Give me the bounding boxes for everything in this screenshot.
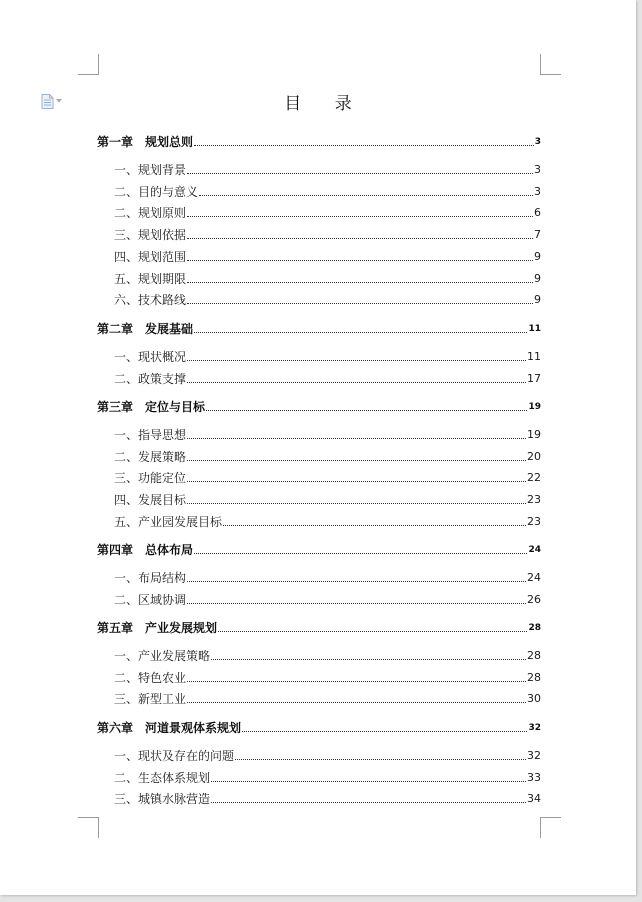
dot-leader — [211, 659, 526, 660]
dot-leader — [187, 260, 533, 261]
toc-section-entry[interactable] — [114, 649, 541, 663]
section-title: 二、生态体系规划 — [114, 771, 211, 785]
toc-section-entry[interactable] — [114, 671, 541, 685]
toc-section-entry[interactable] — [114, 272, 541, 286]
page-number: 24 — [527, 571, 541, 584]
page-number: 11 — [527, 350, 541, 363]
toc-section-entry[interactable] — [114, 250, 541, 264]
dot-leader — [187, 238, 533, 239]
chapter-title: 第一章 规划总则 — [97, 135, 194, 149]
chapter-title: 第四章 总体布局 — [97, 543, 194, 557]
dot-leader — [242, 731, 527, 732]
page-number: 26 — [527, 593, 541, 606]
page-number: 9 — [534, 272, 541, 285]
dot-leader — [187, 702, 526, 703]
toc-section-entry[interactable] — [114, 493, 541, 507]
toc-section-entry[interactable] — [114, 206, 541, 220]
section-title: 一、现状及存在的问题 — [114, 749, 235, 763]
page-number: 23 — [527, 493, 541, 506]
toc-section-entry[interactable] — [114, 372, 541, 386]
dot-leader — [218, 631, 527, 632]
page-number: 28 — [527, 649, 541, 662]
toc-section-entry[interactable] — [114, 593, 541, 607]
section-title: 五、产业园发展目标 — [114, 515, 223, 529]
page-number: 22 — [527, 471, 541, 484]
section-title: 一、规划背景 — [114, 163, 187, 177]
dot-leader — [187, 360, 526, 361]
dot-leader — [187, 603, 526, 604]
section-title: 三、新型工业 — [114, 692, 187, 706]
dot-leader — [187, 503, 526, 504]
page-number: 30 — [527, 692, 541, 705]
dot-leader — [194, 553, 527, 554]
page-number: 23 — [527, 515, 541, 528]
toc-section-entry[interactable] — [114, 350, 541, 364]
dot-leader — [206, 410, 527, 411]
crop-mark-bottom-right — [540, 817, 561, 838]
dot-leader — [194, 145, 534, 146]
toc-chapter-entry[interactable] — [97, 322, 541, 336]
page-number: 9 — [534, 250, 541, 263]
dot-leader — [187, 438, 526, 439]
section-title: 三、功能定位 — [114, 471, 187, 485]
section-title: 二、政策支撑 — [114, 372, 187, 386]
section-title: 二、规划原则 — [114, 206, 187, 220]
toc-chapter-entry[interactable] — [97, 135, 541, 149]
page-number: 7 — [534, 228, 541, 241]
section-title: 一、布局结构 — [114, 571, 187, 585]
toc-chapter-entry[interactable] — [97, 400, 541, 414]
toc-section-entry[interactable] — [114, 450, 541, 464]
page-title: 目 录 — [284, 94, 366, 114]
page-number: 19 — [528, 402, 541, 412]
toc-section-entry[interactable] — [114, 185, 541, 199]
page-number: 28 — [527, 671, 541, 684]
chapter-title: 第三章 定位与目标 — [97, 400, 206, 414]
section-title: 三、城镇水脉营造 — [114, 792, 211, 806]
toc-section-entry[interactable] — [114, 515, 541, 529]
dot-leader — [187, 481, 526, 482]
section-title: 四、发展目标 — [114, 493, 187, 507]
dot-leader — [211, 802, 526, 803]
page-number: 32 — [528, 723, 541, 733]
section-title: 二、区域协调 — [114, 593, 187, 607]
section-title: 三、规划依据 — [114, 228, 187, 242]
page-number: 34 — [527, 792, 541, 805]
toc-section-entry[interactable] — [114, 692, 541, 706]
section-title: 二、目的与意义 — [114, 185, 199, 199]
dot-leader — [187, 173, 533, 174]
toc-section-entry[interactable] — [114, 428, 541, 442]
page-number: 6 — [534, 206, 541, 219]
page-number: 32 — [527, 749, 541, 762]
dot-leader — [199, 195, 533, 196]
dot-leader — [187, 460, 526, 461]
toc-section-entry[interactable] — [114, 792, 541, 806]
toc-section-entry[interactable] — [114, 228, 541, 242]
section-title: 六、技术路线 — [114, 293, 187, 307]
chapter-title: 第二章 发展基础 — [97, 322, 194, 336]
dot-leader — [235, 759, 526, 760]
section-title: 四、规划范围 — [114, 250, 187, 264]
page-number: 28 — [528, 623, 541, 633]
dot-leader — [187, 382, 526, 383]
page-number: 9 — [534, 293, 541, 306]
section-title: 二、发展策略 — [114, 450, 187, 464]
chapter-title: 第五章 产业发展规划 — [97, 621, 218, 635]
dot-leader — [187, 216, 533, 217]
dot-leader — [194, 332, 527, 333]
section-title: 一、指导思想 — [114, 428, 187, 442]
toc-section-entry[interactable] — [114, 771, 541, 785]
crop-mark-bottom-left — [78, 817, 99, 838]
dot-leader — [187, 681, 526, 682]
dot-leader — [187, 303, 533, 304]
toc-section-entry[interactable] — [114, 571, 541, 585]
section-title: 二、特色农业 — [114, 671, 187, 685]
toc-chapter-entry[interactable] — [97, 621, 541, 635]
page-number: 11 — [528, 324, 541, 334]
dot-leader — [223, 525, 526, 526]
page-number: 17 — [527, 372, 541, 385]
page-number: 24 — [528, 545, 541, 555]
page-number: 3 — [534, 163, 541, 176]
toc-section-entry[interactable] — [114, 293, 541, 307]
toc-chapter-entry[interactable] — [97, 543, 541, 557]
page-number: 33 — [527, 771, 541, 784]
toc-chapter-entry[interactable] — [97, 721, 541, 735]
page-number: 3 — [534, 137, 541, 147]
toc-section-entry[interactable] — [114, 163, 541, 177]
toc-section-entry[interactable] — [114, 471, 541, 485]
section-title: 五、规划期限 — [114, 272, 187, 286]
toc-section-entry[interactable] — [114, 749, 541, 763]
chapter-title: 第六章 河道景观体系规划 — [97, 721, 242, 735]
crop-mark-top-left — [78, 54, 99, 75]
page-number: 20 — [527, 450, 541, 463]
section-title: 一、现状概况 — [114, 350, 187, 364]
crop-mark-top-right — [540, 54, 561, 75]
page-number: 19 — [527, 428, 541, 441]
dot-leader — [187, 581, 526, 582]
section-title: 一、产业发展策略 — [114, 649, 211, 663]
dot-leader — [211, 781, 526, 782]
dot-leader — [187, 282, 533, 283]
page-number: 3 — [534, 185, 541, 198]
